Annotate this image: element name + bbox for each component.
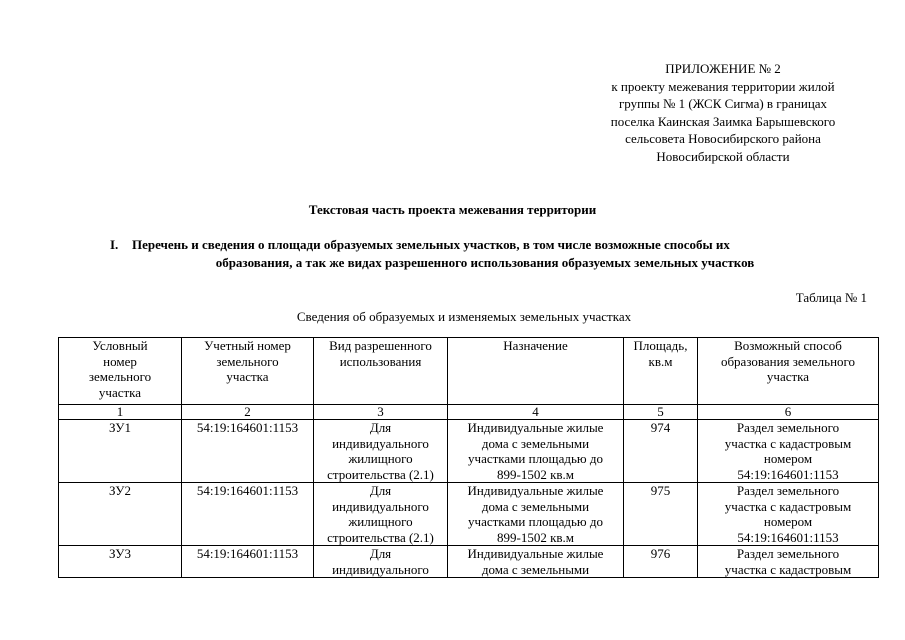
- appendix-block: [578, 60, 868, 165]
- formation-method-line: номером: [763, 514, 813, 529]
- header-text-line: образования земельного: [720, 353, 856, 369]
- header-text-line: кв.м: [648, 353, 673, 369]
- section-number: I.: [110, 237, 119, 252]
- purpose-line: участками площадью до: [468, 514, 603, 529]
- plot-id-cell: ЗУ3: [59, 546, 182, 578]
- area-cell: 976: [624, 546, 698, 578]
- table-row: [59, 483, 879, 546]
- formation-method-line: Раздел земельного: [736, 420, 840, 435]
- purpose-line: участками площадью до: [468, 451, 603, 466]
- area-cell: 975: [624, 483, 698, 546]
- section-heading: [110, 236, 830, 272]
- table-body: [59, 338, 879, 578]
- table-index-row: [59, 405, 879, 420]
- table-caption: Сведения об образуемых и изменяемых земельных участках: [296, 309, 632, 324]
- table-header-cell: [59, 338, 182, 405]
- plot-id-cell: ЗУ2: [59, 483, 182, 546]
- area-cell: 974: [624, 420, 698, 483]
- permitted-use-line: жилищного: [348, 451, 413, 466]
- table-header-cell: [314, 338, 448, 405]
- table-index-cell: 3: [314, 405, 448, 420]
- purpose-line: 899-1502 кв.м: [496, 466, 574, 482]
- formation-method-line: 54:19:164601:1153: [737, 529, 839, 545]
- table-row: [59, 546, 879, 578]
- purpose-line: дома с земельными: [481, 498, 590, 514]
- permitted-use-cell: [314, 483, 448, 546]
- purpose-line: Индивидуальные жилые: [467, 483, 604, 498]
- permitted-use-line: индивидуального: [332, 498, 429, 514]
- permitted-use-line: строительства (2.1): [327, 529, 434, 545]
- table-index-cell: 6: [698, 405, 879, 420]
- permitted-use-cell: [314, 420, 448, 483]
- purpose-line: дома с земельными: [481, 435, 590, 451]
- appendix-line: поселка Каинская Заимка Барышевского: [610, 113, 836, 129]
- header-text-line: земельного: [88, 369, 152, 384]
- table-index-cell: 1: [59, 405, 182, 420]
- appendix-line: сельсовета Новосибирского района: [625, 131, 821, 146]
- header-text-line: участка: [98, 384, 142, 400]
- formation-method-line: участка с кадастровым: [724, 498, 852, 514]
- formation-method-line: Раздел земельного: [736, 546, 840, 561]
- formation-method-cell: [698, 546, 879, 578]
- cadastral-number-cell: 54:19:164601:1153: [182, 420, 314, 483]
- header-text-line: Площадь,: [633, 338, 688, 353]
- purpose-cell: [448, 420, 624, 483]
- permitted-use-line: Для: [369, 546, 392, 561]
- table-header-cell: [448, 338, 624, 405]
- purpose-cell: [448, 546, 624, 578]
- formation-method-line: участка с кадастровым: [724, 561, 852, 577]
- purpose-cell: [448, 483, 624, 546]
- table-row: [59, 420, 879, 483]
- permitted-use-line: Для: [369, 420, 392, 435]
- appendix-line: Новосибирской области: [656, 148, 790, 164]
- header-text-line: Назначение: [503, 338, 568, 353]
- document-title: Текстовая часть проекта межевания территории: [308, 202, 597, 217]
- permitted-use-line: индивидуального: [332, 561, 429, 577]
- appendix-line: к проекту межевания территории жилой: [611, 78, 835, 94]
- cadastral-number-cell: 54:19:164601:1153: [182, 546, 314, 578]
- permitted-use-cell: [314, 546, 448, 578]
- appendix-line: группы № 1 (ЖСК Сигма) в границах: [618, 96, 828, 111]
- purpose-line: Индивидуальные жилые: [467, 546, 604, 561]
- header-text-line: земельного: [216, 353, 279, 369]
- formation-method-cell: [698, 420, 879, 483]
- table-header-cell: [624, 338, 698, 405]
- table-index-cell: 5: [624, 405, 698, 420]
- table-header-cell: [698, 338, 879, 405]
- section-heading-line2: образования, а так же видах разрешенного использования образуемых земельных участков: [215, 255, 755, 270]
- permitted-use-line: индивидуального: [332, 435, 429, 451]
- formation-method-line: участка с кадастровым: [724, 435, 852, 451]
- section-heading-text1: Перечень и сведения о площади образуемых земельных участков, в том числе возможные способы их: [132, 237, 730, 252]
- permitted-use-line: жилищного: [348, 514, 413, 529]
- permitted-use-line: строительства (2.1): [327, 466, 434, 482]
- header-text-line: участка: [766, 369, 810, 384]
- permitted-use-line: Для: [369, 483, 392, 498]
- table-label: Таблица № 1: [795, 290, 867, 305]
- table-index-cell: 2: [182, 405, 314, 420]
- table-index-cell: 4: [448, 405, 624, 420]
- plot-id-cell: ЗУ1: [59, 420, 182, 483]
- header-text-line: Возможный способ: [734, 338, 842, 353]
- section-heading-line1: [110, 236, 830, 254]
- header-text-line: использования: [339, 353, 422, 369]
- purpose-line: Индивидуальные жилые: [467, 420, 604, 435]
- formation-method-line: 54:19:164601:1153: [737, 466, 839, 482]
- header-text-line: Учетный номер: [204, 338, 291, 353]
- formation-method-line: номером: [763, 451, 813, 466]
- land-plots-table: [58, 337, 879, 578]
- table-header-row: [59, 338, 879, 405]
- header-text-line: Условный: [92, 338, 148, 353]
- purpose-line: 899-1502 кв.м: [496, 529, 574, 545]
- appendix-line: ПРИЛОЖЕНИЕ № 2: [665, 61, 781, 76]
- header-text-line: участка: [226, 369, 269, 384]
- cadastral-number-cell: 54:19:164601:1153: [182, 483, 314, 546]
- formation-method-line: Раздел земельного: [736, 483, 840, 498]
- header-text-line: Вид разрешенного: [329, 338, 432, 353]
- table-header-cell: [182, 338, 314, 405]
- header-text-line: номер: [103, 353, 137, 369]
- purpose-line: дома с земельными: [481, 561, 590, 577]
- formation-method-cell: [698, 483, 879, 546]
